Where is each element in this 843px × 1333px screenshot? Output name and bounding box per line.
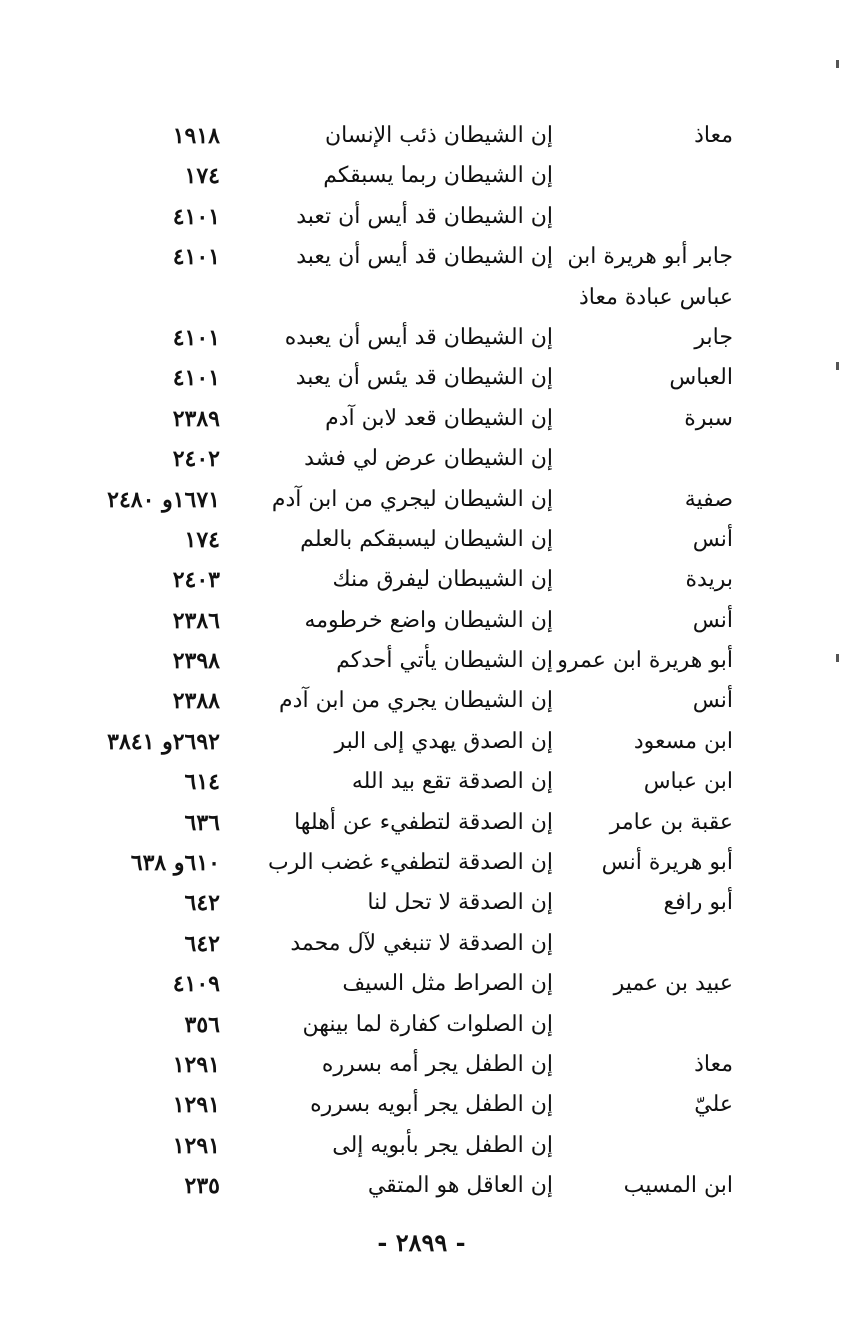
hadith-text: إن الشيطان قعد لابن آدم [325, 405, 553, 431]
hadith-number: ٢٣٥ [184, 1173, 220, 1200]
list-item [0, 1166, 843, 1206]
narrator: أبو هريرة ابن عمرو [557, 648, 733, 674]
hadith-number: ٦٤٢ [184, 890, 220, 917]
hadith-number: ١٢٩١ [172, 1132, 220, 1159]
hadith-number: ٢٦٩٢و ٣٨٤١ [107, 728, 220, 755]
hadith-number: ١٢٩١ [172, 1092, 220, 1119]
hadith-number: ٤١٠٩ [172, 971, 220, 998]
hadith-text: إن الشيطان يجري من ابن آدم [279, 688, 553, 714]
list-item [0, 237, 843, 277]
hadith-text: إن الشيطان واضع خرطومه [304, 607, 553, 633]
hadith-text: إن الصلوات كفارة لما بينهن [302, 1011, 553, 1037]
list-item [0, 762, 843, 802]
list-item [0, 924, 843, 964]
list-item [0, 278, 843, 318]
narrator: بريدة [685, 567, 733, 593]
hadith-number: ٦١٠و ٦٣٨ [130, 850, 220, 877]
hadith-number: ٤١٠١ [172, 203, 220, 230]
list-item [0, 803, 843, 843]
narrator: ابن المسيب [623, 1173, 733, 1199]
list-item [0, 641, 843, 681]
scan-edge-mark [836, 654, 839, 662]
hadith-number: ٦٤٢ [184, 930, 220, 957]
narrator: جابر أبو هريرة ابن [567, 244, 733, 270]
hadith-text: إن الطفل يجر أمه بسرره [321, 1051, 553, 1077]
list-item [0, 1045, 843, 1085]
narrator: أبو رافع [663, 890, 733, 916]
narrator: معاذ [694, 1051, 733, 1077]
narrator: أنس [692, 526, 733, 552]
hadith-text: إن الصدقة تقع بيد الله [351, 769, 553, 795]
hadith-text: إن الشيطان عرض لي فشد [304, 446, 553, 472]
hadith-number: ٤١٠١ [172, 365, 220, 392]
narrator: سبرة [684, 405, 733, 431]
hadith-number: ٢٤٠٢ [172, 446, 220, 473]
hadith-text: إن الصراط مثل السيف [342, 971, 553, 997]
narrator: جابر [694, 324, 733, 350]
list-item [0, 964, 843, 1004]
list-item [0, 883, 843, 923]
hadith-text: إن الشيطان ليسبقكم بالعلم [300, 526, 553, 552]
hadith-number: ٢٣٨٦ [172, 607, 220, 634]
hadith-index-list [0, 116, 843, 1207]
narrator: ابن عباس [643, 769, 733, 795]
narrator: أنس [692, 688, 733, 714]
hadith-text: إن الصدق يهدي إلى البر [334, 728, 553, 754]
hadith-number: ٢٣٨٩ [172, 405, 220, 432]
hadith-number: ٢٣٨٨ [172, 688, 220, 715]
narrator: عبيد بن عمير [613, 971, 733, 997]
list-item [0, 1126, 843, 1166]
narrator: أنس [692, 607, 733, 633]
list-item [0, 722, 843, 762]
narrator: ابن مسعود [633, 728, 733, 754]
hadith-text: إن الشيطان ليجري من ابن آدم [271, 486, 553, 512]
hadith-text: إن الشيطان ذئب الإنسان [324, 123, 553, 148]
scan-edge-mark [836, 60, 839, 68]
hadith-number: ٣٥٦ [184, 1011, 220, 1038]
list-item [0, 601, 843, 641]
hadith-number: ١٧٤ [184, 526, 220, 553]
hadith-text: إن الشيبطان ليفرق منك [332, 567, 553, 593]
hadith-number: ٢٣٩٨ [172, 648, 220, 675]
hadith-text: إن الشيطان قد أيس أن يعبده [284, 324, 553, 350]
scan-edge-mark [836, 362, 839, 370]
hadith-text: إن الشيطان قد أيس أن تعبد [296, 203, 553, 229]
hadith-text: إن الصدقة لتطفيء غضب الرب [267, 850, 553, 876]
list-item [0, 156, 843, 196]
hadith-number: ٦١٤ [184, 769, 220, 796]
narrator: صفية [684, 486, 733, 512]
list-item [0, 197, 843, 237]
list-item [0, 358, 843, 398]
hadith-text: إن الشيطان قد يئس أن يعبد [295, 365, 553, 391]
hadith-text: إن الشيطان ربما يسبقكم [323, 163, 553, 189]
narrator: عقبة بن عامر [609, 809, 733, 835]
hadith-number: ١٢٩١ [172, 1051, 220, 1078]
list-item [0, 439, 843, 479]
list-item [0, 520, 843, 560]
hadith-text: إن الشيطان يأتي أحدكم [336, 648, 553, 674]
list-item [0, 1085, 843, 1125]
hadith-number: ٤١٠١ [172, 244, 220, 271]
hadith-number: ١٦٧١و ٢٤٨٠ [107, 486, 220, 513]
hadith-number: ٤١٠١ [172, 324, 220, 351]
narrator: أبو هريرة أنس [601, 850, 733, 876]
list-item [0, 843, 843, 883]
hadith-text: إن الطفل يجر بأبويه إلى [332, 1132, 553, 1158]
hadith-text: إن الصدقة لتطفيء عن أهلها [294, 809, 553, 835]
narrator: العباس [669, 365, 733, 391]
narrator: معاذ [694, 123, 733, 148]
hadith-text: إن الطفل يجر أبويه بسرره [310, 1092, 553, 1118]
list-item [0, 399, 843, 439]
hadith-number: ١٩١٨ [172, 123, 220, 149]
page-number: - ٢٨٩٩ - [377, 1228, 466, 1257]
hadith-text: إن العاقل هو المتقي [367, 1173, 553, 1199]
hadith-text: إن الصدقة لا تحل لنا [367, 890, 553, 916]
narrator: عباس عبادة معاذ [579, 284, 733, 310]
list-item [0, 1005, 843, 1045]
list-item [0, 480, 843, 520]
narrator: عليّ [694, 1092, 733, 1118]
list-item [0, 116, 843, 156]
hadith-number: ٦٣٦ [184, 809, 220, 836]
hadith-text: إن الشيطان قد أيس أن يعبد [296, 244, 553, 270]
hadith-text: إن الصدقة لا تنبغي لآل محمد [290, 930, 553, 956]
hadith-number: ٢٤٠٣ [172, 567, 220, 594]
list-item [0, 318, 843, 358]
list-item [0, 560, 843, 600]
list-item [0, 681, 843, 721]
hadith-number: ١٧٤ [184, 163, 220, 190]
